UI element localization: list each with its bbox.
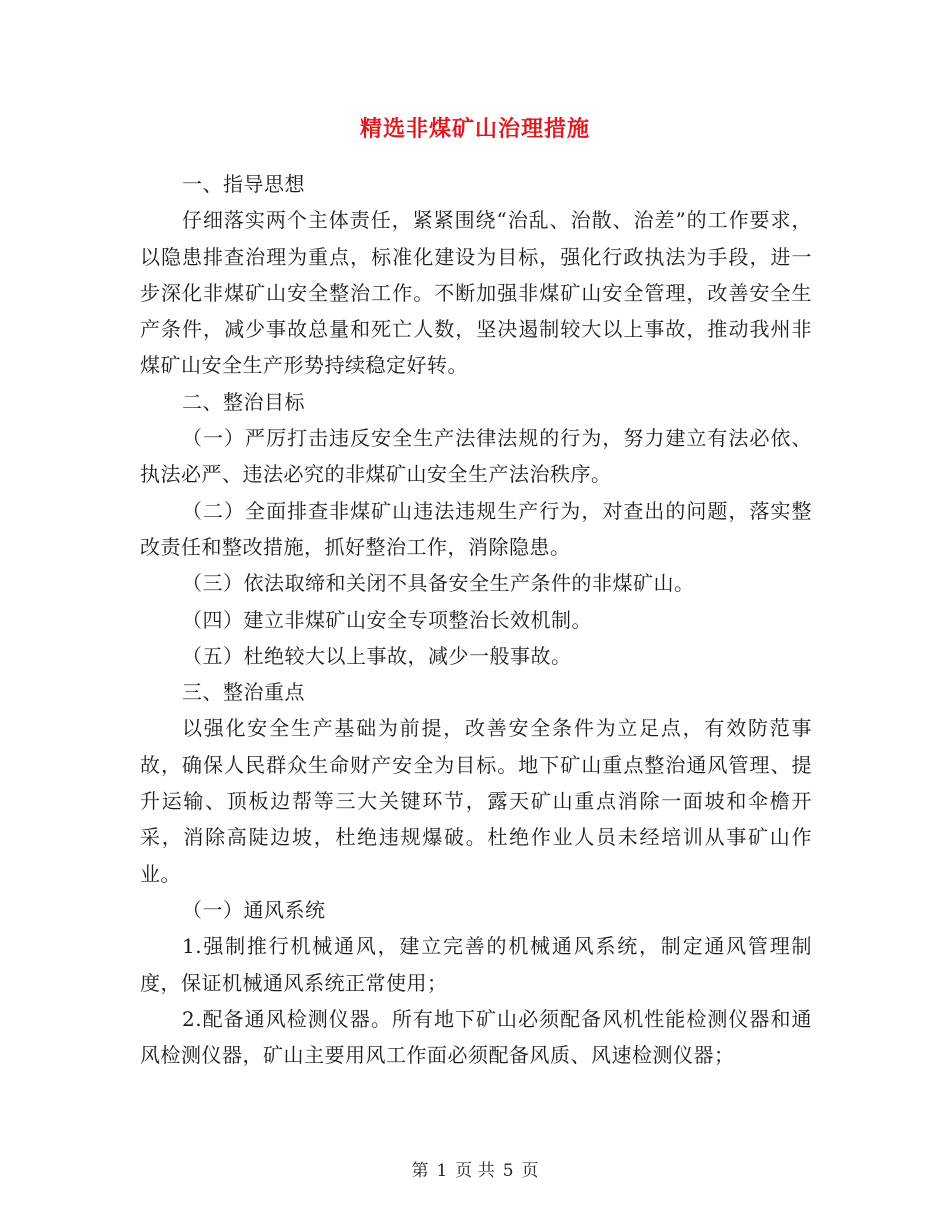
paragraph: 以强化安全生产基础为前提，改善安全条件为立足点，有效防范事故，确保人民群众生命财产安全为目标。地下矿山重点整治通风管理、提升运输、顶板边帮等三大关键环节，露天矿山重点消除一面坡和伞檐开采，消除高陡边坡，杜绝违规爆破。杜绝作业人员未经培训从事矿山作业。 — [140, 716, 812, 886]
list-item: （三）依法取缔和关闭不具备安全生产条件的非煤矿山。 — [182, 571, 695, 596]
paragraph: 仔细落实两个主体责任，紧紧围绕“治乱、治散、治差”的工作要求，以隐患排查治理为重点，标准化建设为目标，强化行政执法为手段，进一步深化非煤矿山安全整治工作。不断加强非煤矿山安全管理，改善安全生产条件，减少事故总量和死亡人数，坚决遏制较大以上事故，推动我州非煤矿山安全生产形势持续稳定好转。 — [140, 208, 812, 378]
page-footer — [0, 1156, 950, 1181]
list-item: 1.强制推行机械通风，建立完善的机械通风系统，制定通风管理制度，保证机械通风系统正常使用； — [140, 934, 812, 995]
section-heading: 三、整治重点 — [182, 680, 305, 705]
page-label-suffix: 页 — [521, 1161, 539, 1181]
subsection-heading: （一）通风系统 — [182, 897, 326, 922]
list-item: 2.配备通风检测仪器。所有地下矿山必须配备风机性能检测仪器和通风检测仪器，矿山主要用风工作面必须配备风质、风速检测仪器； — [140, 1006, 812, 1068]
page-label-prefix: 第 — [411, 1161, 429, 1181]
document-title: 精选非煤矿山治理措施 — [359, 117, 590, 142]
current-page-number: 1 — [436, 1161, 448, 1181]
list-item: （一）严厉打击违反安全生产法律法规的行为，努力建立有法必依、执法必严、违法必究的非煤矿山安全生产法治秩序。 — [140, 426, 812, 487]
section-heading: 一、指导思想 — [182, 172, 305, 196]
list-item: （五）杜绝较大以上事故，减少一般事故。 — [182, 643, 572, 668]
total-pages-number: 5 — [502, 1161, 514, 1181]
list-item: （二）全面排查非煤矿山违法违规生产行为，对查出的问题，落实整改责任和整改措施，抓好整治工作，消除隐患。 — [140, 498, 812, 559]
page-label-mid: 页 共 — [455, 1161, 495, 1181]
section-heading: 二、整治目标 — [182, 389, 305, 414]
list-item: （四）建立非煤矿山安全专项整治长效机制。 — [182, 607, 592, 632]
document-body — [140, 166, 812, 1073]
